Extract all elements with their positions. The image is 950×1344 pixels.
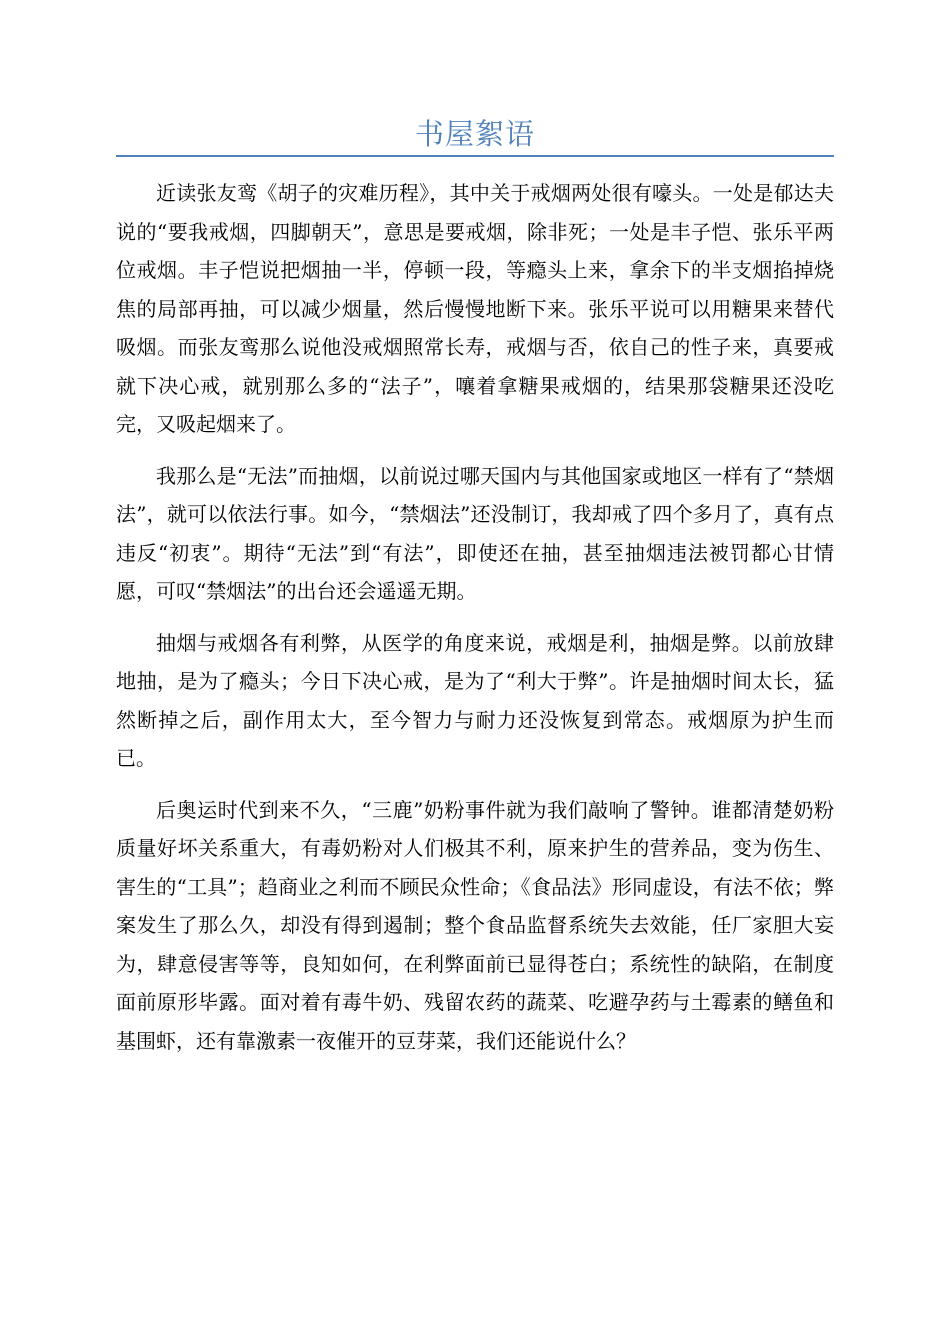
paragraph-1: 近读张友鸾《胡子的灾难历程》，其中关于戒烟两处很有嚎头。一处是郁达夫说的“要我戒烟，四脚朝天”，意思是要戒烟，除非死；一处是丰子恺、张乐平两位戒烟。丰子恺说把烟抽一半，停顿一段，等瘾头上来，拿余下的半支烟掐掉烧焦的局部再抽，可以减少烟量，然后慢慢地断下来。张乐平说可以用糖果来替代吸烟。而张友鸾那么说他没戒烟照常长寿，戒烟与否，依自己的性子来，真要戒就下决心戒，就别那么多的“法子”，嚷着拿糖果戒烟的，结果那袋糖果还没吃完，又吸起烟来了。 (116, 181, 834, 436)
paragraph-3: 抽烟与戒烟各有利弊，从医学的角度来说，戒烟是利，抽烟是弊。以前放肆地抽，是为了瘾头；今日下决心戒，是为了“利大于弊”。许是抽烟时间太长，猛然断掉之后，副作用太大，至今智力与耐力还没恢复到常态。戒烟原为护生而已。 (116, 630, 834, 770)
paragraph-4: 后奥运时代到来不久，“三鹿”奶粉事件就为我们敲响了警钟。谁都清楚奶粉质量好坏关系重大，有毒奶粉对人们极其不利，原来护生的营养品，变为伤生、害生的“工具”；趋商业之利而不顾民众性命；《食品法》形同虚设，有法不依；弊案发生了那么久，却没有得到遏制；整个食品监督系统失去效能，任厂家胆大妄为，肆意侵害等等，良知如何，在利弊面前已显得苍白；系统性的缺陷，在制度面前原形毕露。面对着有毒牛奶、残留农药的蔬菜、吃避孕药与土霉素的鳝鱼和基围虾，还有靠激素一夜催开的豆芽菜，我们还能说什么？ (116, 797, 834, 1053)
document-title: 书屋絮语 (414, 117, 535, 151)
document-body (116, 174, 834, 1073)
title-underline (116, 155, 834, 157)
paragraph-2: 我那么是“无法”而抽烟，以前说过哪天国内与其他国家或地区一样有了“禁烟法”，就可以依法行事。如今，“禁烟法”还没制订，我却戒了四个多月了，真有点违反“初衷”。期待“无法”到“有法”，即使还在抽，甚至抽烟违法被罚都心甘情愿，可叹“禁烟法”的出台还会遥遥无期。 (116, 463, 834, 603)
